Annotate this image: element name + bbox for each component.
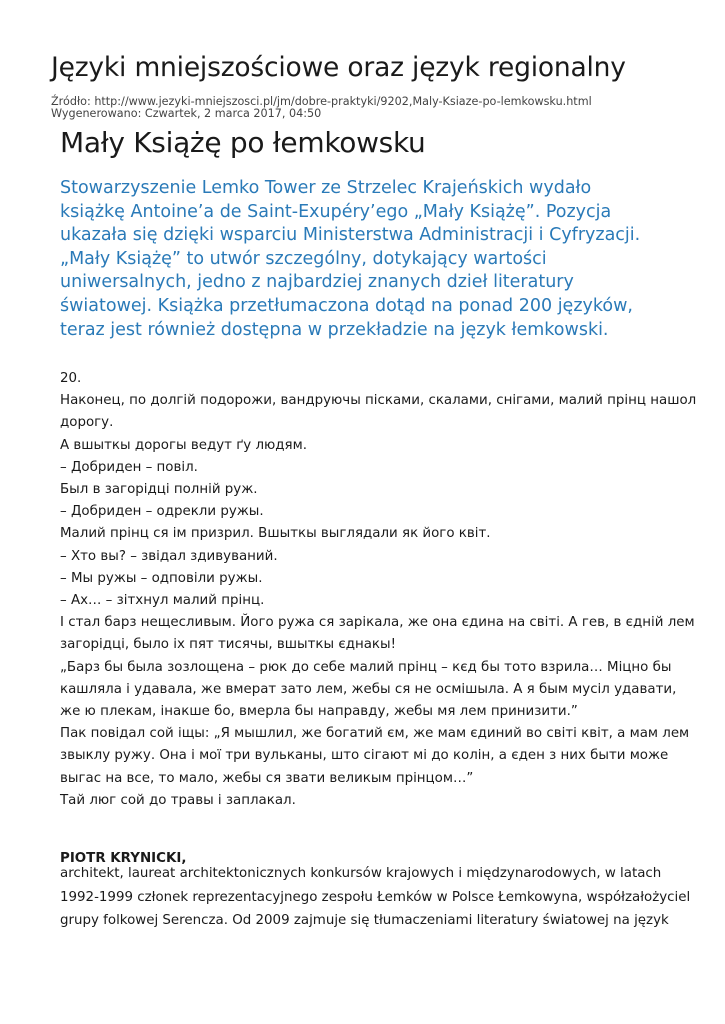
body-line: І стал барз нещесливым. Його ружа ся зарікала, же она єдина на світі. А гев, в єдній лем [60, 615, 695, 631]
body-line: дорогу. [60, 415, 114, 431]
site-title: Języki mniejszościowe oraz język regionalny [51, 52, 626, 83]
body-line: Малий прінц ся ім призрил. Вшыткы выглядали як його квіт. [60, 526, 491, 542]
generated-line: Wygenerowano: Czwartek, 2 marca 2017, 04:50 [51, 107, 322, 120]
lead-line: ukazała się dzięki wsparciu Ministerstwa Administracji i Cyfryzacji. [60, 225, 641, 246]
body-line: звыклу ружу. Она і мої три вульканы, што сігают мі до колін, а єден з них быти може [60, 748, 669, 764]
body-line: „Барз бы была зозлощена – рюк до себе малий прінц – кєд бы тото взрила… Міцно бы [60, 659, 672, 675]
author-bio-text [60, 862, 691, 933]
lead-line: książkę Antoine’a de Saint-Exupéry’ego „Mały Książę”. Pozycja [60, 201, 612, 222]
body-line: же ю плекам, інакше бо, вмерла бы направду, жебы мя лем принизити.” [60, 704, 578, 720]
body-line: кашляла і удавала, же вмерат зато лем, жебы ся не осмішыла. А я бым мусіл удавати, [60, 681, 677, 697]
body-line: Пак повідал сой іщы: „Я мышлил, же богатий єм, же мам єдиний во світі квіт, а мам лем [60, 726, 690, 742]
body-line: Тай люг сой до травы і заплакал. [60, 792, 296, 808]
bio-line: 1992-1999 członek reprezentacyjnego zespołu Łemków w Polsce Łemkowyna, współzałożyciel [60, 889, 691, 905]
document-meta [51, 96, 592, 120]
body-line: – Мы ружы – одповіли ружы. [60, 570, 263, 586]
body-line: Был в загорідці полній руж. [60, 482, 258, 498]
lead-line: światowej. Książka przetłumaczona dotąd na ponad 200 języków, [60, 295, 633, 316]
body-line: А вшыткы дорогы ведут ґу людям. [60, 437, 307, 453]
article-title: Mały Książę po łemkowsku [60, 126, 426, 159]
body-line: Наконец, по долгій подорожи, вандруючы пісками, скалами, снігами, малий прінц нашол [60, 393, 697, 409]
body-line: – Хто вы? – звідал здивуваний. [60, 548, 278, 564]
body-line: 20. [60, 371, 82, 386]
body-line: – Добриден – одрекли ружы. [60, 504, 264, 520]
bio-line: architekt, laureat architektonicznych konkursów krajowych i międzynarodowych, w latach [60, 866, 662, 881]
lead-line: teraz jest również dostępna w przekładzie na język łemkowski. [60, 319, 609, 340]
source-line: Źródło: http://www.jezyki-mniejszosci.pl/jm/dobre-praktyki/9202,Maly-Ksiaze-po-lemkowsku.html [51, 95, 592, 108]
lead-line: „Mały Książę” to utwór szczególny, dotykający wartości [60, 248, 547, 269]
bio-line: grupy folkowej Serencza. Od 2009 zajmuje się tłumaczeniami literatury światowej na język [60, 913, 669, 929]
lead-line: uniwersalnych, jedno z najbardziej znanych dzieł literatury [60, 272, 574, 293]
author-name: PIOTR KRYNICKI, [60, 851, 187, 866]
lead-line: Stowarzyszenie Lemko Tower ze Strzelec Krajeńskich wydało [60, 178, 592, 198]
body-line: – Добриден – повіл. [60, 459, 198, 475]
article-body [60, 368, 697, 812]
body-line: выгас на все, то мало, жебы ся звати великым прінцом…” [60, 770, 474, 786]
body-line: загорідці, было іх пят тисячы, вшыткы єднакы! [60, 637, 396, 653]
body-line: – Ах… – зітхнул малий прінц. [60, 593, 265, 609]
article-lead [60, 177, 680, 342]
